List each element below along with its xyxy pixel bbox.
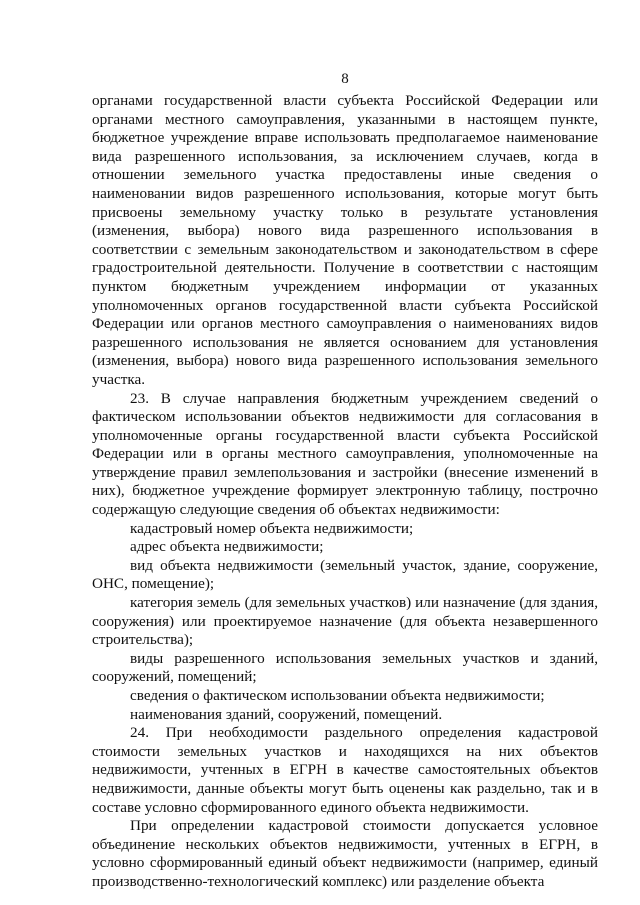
list-item-actual-use: сведения о фактическом использовании объекта недвижимости; xyxy=(130,687,545,704)
paragraph-consolidation: При определении кадастровой стоимости допускается условное объединение нескольких объектов недвижимости, учтенных в ЕГРН, в условно сформированный единый объект недвижимости (например, единый производственно-технологический комплекс) или разделение объекта xyxy=(92,817,598,890)
list-item-permitted-use: виды разрешенного использования земельных участков и зданий, сооружений, помещений; xyxy=(92,649,598,686)
paragraph-continuation: органами государственной власти субъекта Российской Федерации или органами местного самоуправления, указанными в настоящем пункте, бюджетное учреждение вправе использовать предполагаемое наименование вида разрешенного использования, за исключением случаев, когда в отношении земельного участка предоставлены иные сведения о наименовании видов разрешенного использования, которые могут быть присвоены земельному участку только в результате установления (изменения, выбора) нового вида разрешенного использования в соответствии с земельным законодательством и законодательством в сфере градостроительной деятельности. Получение в соответствии с настоящим пунктом бюджетным учреждением информации от указанных уполномоченных органов государственной власти субъекта Российской Федерации или органов местного самоуправления о наименованиях видов разрешенного использования не является основанием для установления (изменения, выбора) нового вида разрешенного использования земельного участка. xyxy=(92,92,598,388)
paragraph-item-23: 23. В случае направления бюджетным учреждением сведений о фактическом использовании объектов недвижимости для согласования в уполномоченные органы государственной власти субъекта Российской Федерации или в органы местного самоуправления, уполномоченные на утверждение правил землепользования и застройки (внесение изменений в них), бюджетное учреждение формирует электронную таблицу, построчно содержащую следующие сведения об объектах недвижимости: xyxy=(92,389,598,519)
paragraph-item-24: 24. При необходимости раздельного определения кадастровой стоимости земельных участков и находящихся на них объектов недвижимости, учтенных в ЕГРН в качестве самостоятельных объектов недвижимости, данные объекты могут быть оценены как раздельно, так и в составе условно сформированного единого объекта недвижимости. xyxy=(92,724,598,816)
list-item-address: адрес объекта недвижимости; xyxy=(130,538,324,556)
list-item-names: наименования зданий, сооружений, помещений. xyxy=(130,705,443,723)
list-item-object-type: вид объекта недвижимости (земельный участок, здание, сооружение, ОНС, помещение); xyxy=(92,556,598,593)
page-number: 8 xyxy=(341,71,349,87)
list-item-cadastral-number: кадастровый номер объекта недвижимости; xyxy=(130,519,414,537)
list-item-land-category: категория земель (для земельных участков) или назначение (для здания, сооружения) или проектируемое назначение (для объекта незавершенного строительства); xyxy=(92,594,598,649)
